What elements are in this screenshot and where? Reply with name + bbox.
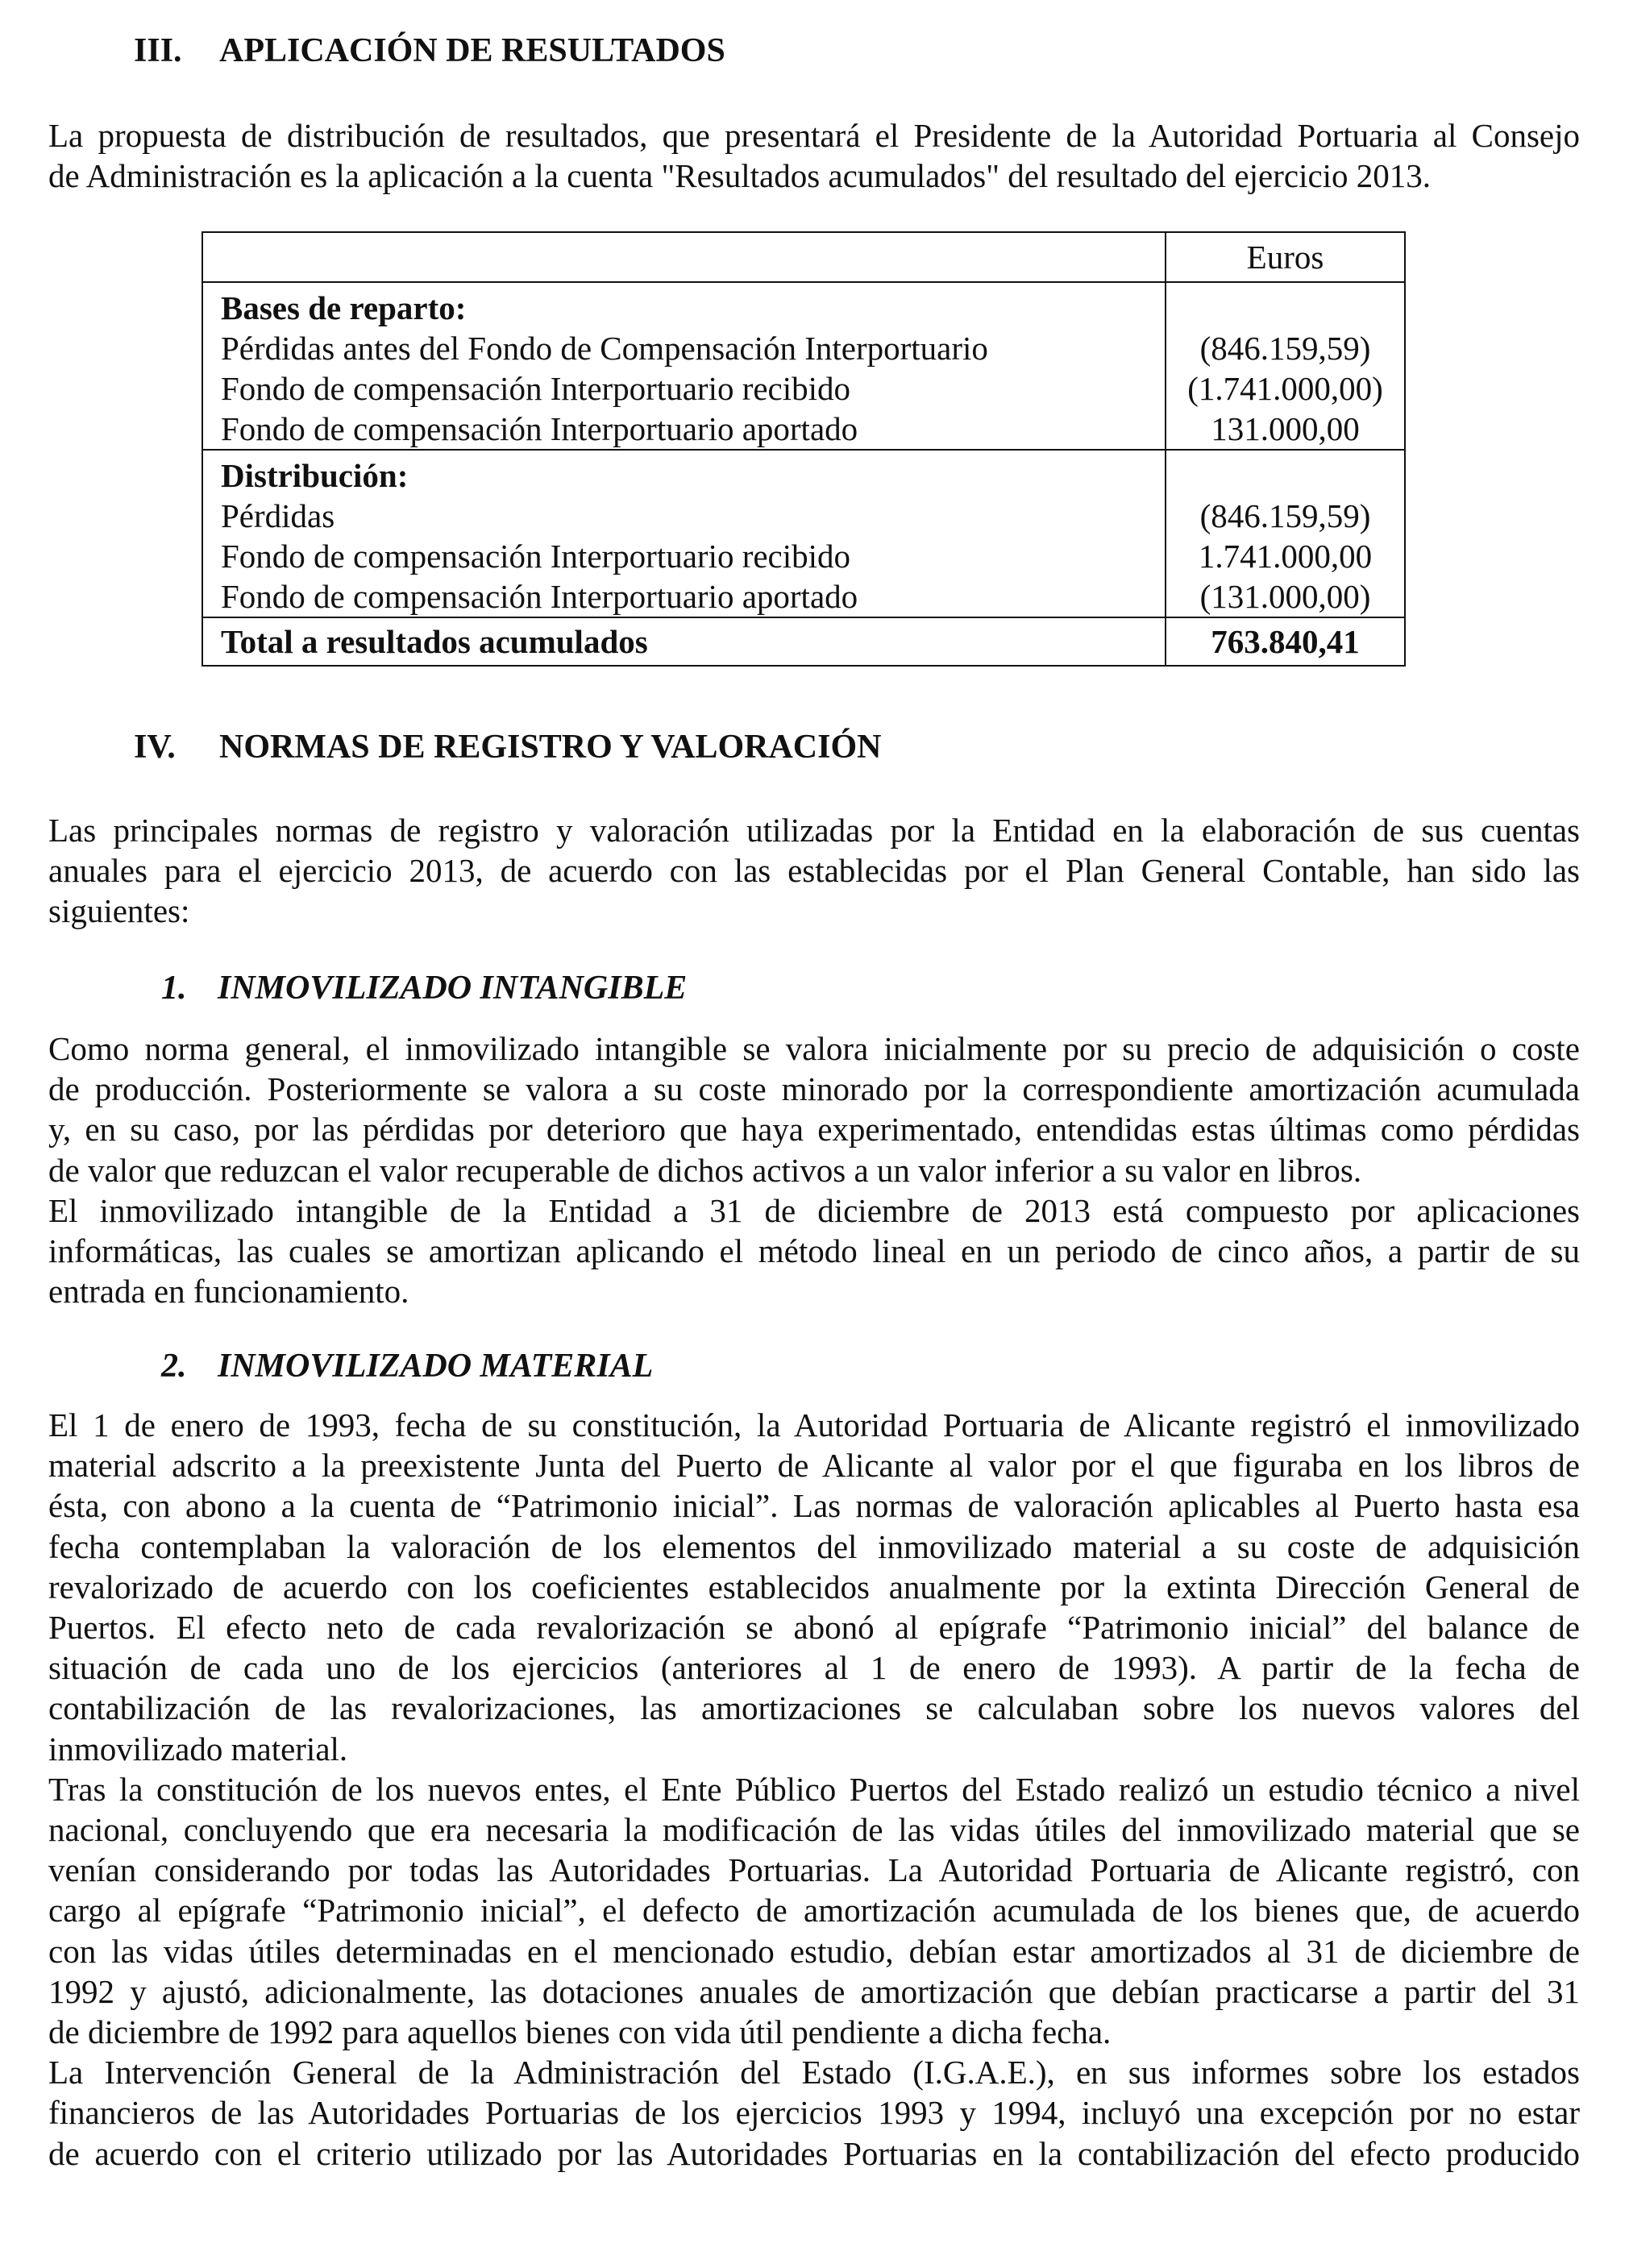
subsection-2-heading xyxy=(161,1346,653,1386)
text-line: con las vidas útiles determinadas en el mencionado estudio, debían estar amortizados al 31 de diciembre de xyxy=(48,1932,1580,1970)
subsection-2-title: INMOVILIZADO MATERIAL xyxy=(218,1348,654,1385)
section-3-number: III. xyxy=(134,32,182,69)
bases-labels xyxy=(202,282,1166,450)
text-line: financieros de las Autoridades Portuarias de los ejercicios 1993 y 1994, incluyó una excepción por no estar xyxy=(48,2094,1580,2132)
bases-value: (846.159,59) xyxy=(1199,330,1371,367)
subsection-1-body xyxy=(48,1028,1580,1311)
subsection-2-number: 2. xyxy=(161,1348,187,1385)
text-line: Tras la constitución de los nuevos entes, el Ente Público Puertos del Estado realizó un estudio técnico a nivel xyxy=(48,1770,1580,1808)
distribution-table xyxy=(202,231,1406,667)
distribucion-label: Fondo de compensación Interportuario recibido xyxy=(221,538,851,575)
text-line: entrada en funcionamiento. xyxy=(48,1273,409,1311)
text-line: anuales para el ejercicio 2013, de acuerdo con las establecidas por el Plan General Contable, han sido las xyxy=(48,852,1580,890)
text-line: La propuesta de distribución de resultados, que presentará el Presidente de la Autoridad Portuaria al Consejo xyxy=(48,117,1580,154)
bases-label: Fondo de compensación Interportuario recibido xyxy=(221,370,851,407)
bases-value-spacer xyxy=(1166,288,1404,328)
text-line: situación de cada uno de los ejercicios (anteriores al 1 de enero de 1993). A partir de la fecha de xyxy=(48,1649,1580,1687)
distribucion-label: Pérdidas xyxy=(221,497,335,534)
subsection-1-number: 1. xyxy=(161,970,187,1007)
total-label: Total a resultados acumulados xyxy=(202,617,1166,666)
text-line: material adscrito a la preexistente Junta del Puerto de Alicante al valor por el que figuraba en los libros de xyxy=(48,1447,1580,1485)
text-line: de valor que reduzcan el valor recuperable de dichos activos a un valor inferior a su valor en libros. xyxy=(48,1151,1362,1189)
text-line: Las principales normas de registro y valoración utilizadas por la Entidad en la elaboración de sus cuentas xyxy=(48,812,1580,849)
text-line: de diciembre de 1992 para aquellos bienes con vida útil pendiente a dicha fecha. xyxy=(48,2013,1112,2051)
bases-value: (1.741.000,00) xyxy=(1187,370,1383,407)
text-line: cargo al epígrafe “Patrimonio inicial”, el defecto de amortización acumulada de los bienes que, de acuerdo xyxy=(48,1892,1580,1929)
bases-values xyxy=(1166,282,1405,450)
text-line: siguientes: xyxy=(48,892,190,930)
distribucion-label: Fondo de compensación Interportuario aportado xyxy=(221,578,858,615)
bases-title: Bases de reparto: xyxy=(221,289,467,326)
bases-label: Fondo de compensación Interportuario aportado xyxy=(221,410,858,447)
bases-label: Pérdidas antes del Fondo de Compensación Interportuario xyxy=(221,330,988,367)
table-row-bases xyxy=(202,282,1405,450)
table-header-empty xyxy=(202,232,1166,282)
text-line: informáticas, las cuales se amortizan aplicando el método lineal en un periodo de cinco años, a partir de su xyxy=(48,1232,1580,1270)
text-line: fecha contemplaban la valoración de los elementos del inmovilizado material a su coste de adquisición xyxy=(48,1527,1580,1565)
text-line: El 1 de enero de 1993, fecha de su constitución, la Autoridad Portuaria de Alicante registró el inmovilizado xyxy=(48,1406,1580,1443)
table-row-distribucion xyxy=(202,450,1405,617)
distribucion-labels xyxy=(202,450,1166,617)
distribucion-value: (846.159,59) xyxy=(1199,497,1371,534)
section-3-title: APLICACIÓN DE RESULTADOS xyxy=(219,32,725,69)
section-3-heading xyxy=(134,31,725,71)
text-line: contabilización de las revalorizaciones, las amortizaciones se calculaban sobre los nuevos valores del xyxy=(48,1689,1580,1727)
section-4-heading xyxy=(134,727,881,767)
section-4-number: IV. xyxy=(134,729,176,766)
text-line: La Intervención General de la Administración del Estado (I.G.A.E.), en sus informes sobre los estados xyxy=(48,2054,1580,2091)
text-line: inmovilizado material. xyxy=(48,1730,348,1767)
table-header-row xyxy=(202,232,1405,282)
text-line: y, en su caso, por las pérdidas por deterioro que haya experimentado, entendidas estas últimas como pérdidas xyxy=(48,1111,1580,1149)
text-line: venían considerando por todas las Autoridades Portuarias. La Autoridad Portuaria de Alicante registró, con xyxy=(48,1851,1580,1889)
text-line: 1992 y ajustó, adicionalmente, las dotaciones anuales de amortización que debían practicarse a partir del 31 xyxy=(48,1972,1580,2010)
distribucion-value: (131.000,00) xyxy=(1199,578,1371,615)
text-line: El inmovilizado intangible de la Entidad a 31 de diciembre de 2013 está compuesto por aplicaciones xyxy=(48,1191,1580,1229)
text-line: Como norma general, el inmovilizado intangible se valora inicialmente por su precio de adquisición o coste xyxy=(48,1030,1580,1067)
bases-value: 131.000,00 xyxy=(1211,410,1360,447)
text-line: nacional, concluyendo que era necesaria la modificación de las vidas útiles del inmovilizado material que se xyxy=(48,1811,1580,1849)
distribucion-value-spacer xyxy=(1166,455,1404,496)
distribucion-title: Distribución: xyxy=(221,457,409,494)
text-line: de Administración es la aplicación a la cuenta "Resultados acumulados" del resultado del ejercicio 2013. xyxy=(48,157,1432,195)
subsection-1-title: INMOVILIZADO INTANGIBLE xyxy=(218,970,688,1007)
section-4-intro xyxy=(48,810,1580,932)
text-line: revalorizado de acuerdo con los coeficientes establecidos anualmente por la extinta Dirección General de xyxy=(48,1568,1580,1605)
distribucion-values xyxy=(1166,450,1405,617)
text-line: de producción. Posteriormente se valora a su coste minorado por la correspondiente amortización acumulada xyxy=(48,1070,1580,1108)
table-header-euros: Euros xyxy=(1166,232,1405,282)
subsection-2-body xyxy=(48,1405,1580,2174)
total-value: 763.840,41 xyxy=(1166,617,1405,666)
distribucion-value: 1.741.000,00 xyxy=(1198,538,1373,575)
text-line: Puertos. El efecto neto de cada revalorización se abonó al epígrafe “Patrimonio inicial” del balance de xyxy=(48,1609,1580,1647)
section-3-intro xyxy=(48,115,1580,196)
text-line: de acuerdo con el criterio utilizado por las Autoridades Portuarias en la contabilización del efecto producido xyxy=(48,2134,1580,2172)
subsection-1-heading xyxy=(161,968,687,1008)
text-line: ésta, con abono a la cuenta de “Patrimonio inicial”. Las normas de valoración aplicables al Puerto hasta esa xyxy=(48,1487,1580,1525)
section-4-title: NORMAS DE REGISTRO Y VALORACIÓN xyxy=(219,729,882,766)
table-row-total xyxy=(202,617,1405,666)
